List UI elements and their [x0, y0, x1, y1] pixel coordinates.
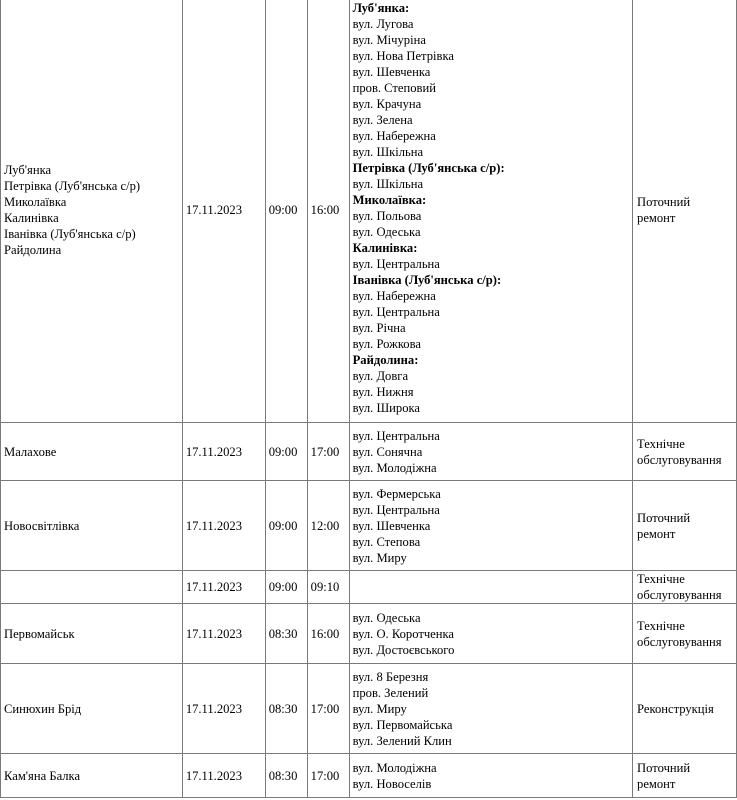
table-row	[1, 423, 737, 481]
street-name: вул. Одеська	[352, 225, 421, 239]
date-cell: 17.11.2023	[182, 423, 265, 481]
street-name: вул. Степова	[352, 534, 421, 549]
table-row	[1, 664, 737, 754]
street-name: вул. Широка	[352, 401, 421, 415]
settlement-name: Іванівка (Луб'янська с/р)	[4, 226, 136, 241]
streets-cell	[349, 423, 632, 481]
settlement-name: Новосвітлівка	[4, 518, 80, 533]
settlements-cell	[1, 423, 183, 481]
work-type-text: Технічне	[637, 618, 685, 633]
street-group-heading: Іванівка (Луб'янська с/р):	[352, 273, 502, 287]
table-row	[1, 571, 737, 604]
table-row	[1, 0, 737, 423]
street-name: вул. Довга	[352, 369, 409, 383]
settlement-name: Райдолина	[4, 242, 62, 257]
streets-cell	[349, 604, 632, 664]
street-name: вул. Нова Петрівка	[352, 49, 454, 63]
settlements-cell	[1, 664, 183, 754]
settlements-cell	[1, 604, 183, 664]
start-time-cell: 08:30	[265, 664, 307, 754]
start-time-cell: 09:00	[265, 481, 307, 571]
table-row	[1, 481, 737, 571]
work-type-text: Технічне	[637, 572, 685, 586]
street-name: вул. Первомайська	[352, 717, 453, 732]
start-time-cell: 09:00	[265, 0, 307, 423]
street-name: вул. Одеська	[352, 610, 421, 625]
table-row	[1, 604, 737, 664]
street-name: вул. Фермерська	[352, 486, 441, 501]
street-name: вул. Достоєвського	[352, 642, 455, 657]
settlement-name: Миколаївка	[4, 194, 67, 209]
street-name: вул. Польова	[352, 209, 422, 223]
street-name: вул. Зелена	[352, 113, 413, 127]
start-time-cell: 08:30	[265, 604, 307, 664]
date-cell: 17.11.2023	[182, 571, 265, 604]
street-name: вул. Шевченка	[352, 65, 431, 79]
street-name: вул. Сонячна	[352, 444, 423, 459]
settlements-cell	[1, 481, 183, 571]
street-name: вул. Набережна	[352, 129, 436, 143]
work-type-cell	[633, 0, 737, 423]
work-type-text: обслуговування	[637, 452, 722, 467]
street-name: вул. О. Коротченка	[352, 626, 455, 641]
street-group-heading: Петрівка (Луб'янська с/р):	[352, 161, 505, 175]
street-name: вул. Миру	[352, 701, 407, 716]
work-type-cell	[633, 481, 737, 571]
street-name: вул. Новоселів	[352, 776, 432, 791]
work-type-text: ремонт	[637, 526, 676, 541]
start-time-cell: 09:00	[265, 423, 307, 481]
street-name: вул. Зелений Клин	[352, 733, 452, 748]
streets-cell	[349, 0, 632, 423]
settlement-name: Первомайськ	[4, 626, 75, 641]
street-name: пров. Зелений	[352, 685, 429, 700]
street-name: вул. Крачуна	[352, 97, 422, 111]
end-time-cell: 09:10	[307, 571, 349, 604]
work-type-text: Поточний	[637, 194, 691, 209]
streets-cell	[349, 481, 632, 571]
street-name: вул. 8 Березня	[352, 669, 429, 684]
street-name: вул. Нижня	[352, 385, 414, 399]
street-name: вул. Центральна	[352, 257, 440, 271]
work-type-text: ремонт	[637, 776, 676, 791]
end-time-cell: 16:00	[307, 604, 349, 664]
end-time-cell: 17:00	[307, 754, 349, 798]
settlement-name: Луб'янка	[4, 162, 52, 177]
end-time-cell: 17:00	[307, 664, 349, 754]
work-type-text: обслуговування	[637, 634, 722, 649]
work-type-cell	[633, 664, 737, 754]
street-name: вул. Миру	[352, 550, 407, 565]
street-group-heading: Миколаївка:	[352, 193, 427, 207]
street-group-heading: Луб'янка:	[352, 1, 410, 15]
settlement-name: Петрівка (Луб'янська с/р)	[4, 178, 141, 193]
date-cell: 17.11.2023	[182, 754, 265, 798]
street-group-heading: Райдолина:	[352, 353, 419, 367]
work-type-text: ремонт	[637, 210, 676, 225]
street-group-heading: Калинівка:	[352, 241, 418, 255]
street-name: вул. Молодіжна	[352, 460, 437, 475]
streets-cell	[349, 571, 632, 604]
settlements-cell	[1, 571, 183, 604]
street-name: вул. Шкільна	[352, 177, 424, 191]
date-cell: 17.11.2023	[182, 0, 265, 423]
end-time-cell: 16:00	[307, 0, 349, 423]
street-name: вул. Центральна	[352, 502, 440, 517]
start-time-cell: 09:00	[265, 571, 307, 604]
street-name: вул. Річна	[352, 321, 406, 335]
work-type-text: Поточний	[637, 760, 691, 775]
street-name: вул. Лугова	[352, 17, 414, 31]
streets-cell	[349, 754, 632, 798]
work-type-text: Поточний	[637, 510, 691, 525]
street-name: вул. Рожкова	[352, 337, 421, 351]
streets-cell	[349, 664, 632, 754]
street-name: вул. Центральна	[352, 428, 440, 443]
settlements-cell	[1, 754, 183, 798]
date-cell: 17.11.2023	[182, 481, 265, 571]
street-name: вул. Мічуріна	[352, 33, 426, 47]
end-time-cell: 17:00	[307, 423, 349, 481]
work-type-text: обслуговування	[637, 588, 722, 602]
settlement-name: Синюхин Брід	[4, 701, 82, 716]
settlement-name: Кам'яна Балка	[4, 768, 81, 783]
settlement-name: Малахове	[4, 444, 57, 459]
street-name: вул. Шевченка	[352, 518, 431, 533]
street-name: вул. Молодіжна	[352, 760, 437, 775]
street-name: пров. Степовий	[352, 81, 436, 95]
work-type-text: Технічне	[637, 436, 685, 451]
work-type-cell	[633, 754, 737, 798]
date-cell: 17.11.2023	[182, 604, 265, 664]
work-type-text: Реконструкція	[637, 701, 714, 716]
start-time-cell: 08:30	[265, 754, 307, 798]
street-name: вул. Набережна	[352, 289, 436, 303]
end-time-cell: 12:00	[307, 481, 349, 571]
work-type-cell	[633, 571, 737, 604]
settlements-cell	[1, 0, 183, 423]
street-name: вул. Шкільна	[352, 145, 424, 159]
work-type-cell	[633, 423, 737, 481]
work-type-cell	[633, 604, 737, 664]
settlement-name: Калинівка	[4, 210, 59, 225]
table-row	[1, 754, 737, 798]
date-cell: 17.11.2023	[182, 664, 265, 754]
street-name: вул. Центральна	[352, 305, 440, 319]
